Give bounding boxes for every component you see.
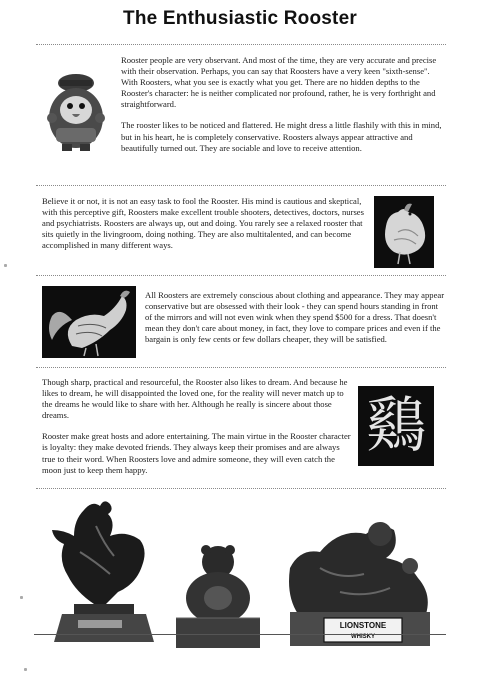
paragraph: Though sharp, practical and resourceful, the Rooster also likes to dream. And because he likes to dream, he will disappointed the loved one, for the reality will never match up to the dreams he would like to share with her. Although he really is sincere about those dreams. xyxy=(42,377,348,421)
monkeys-figurine-photo xyxy=(280,508,440,650)
rooster-engraving-image xyxy=(42,286,136,358)
divider xyxy=(36,367,446,368)
section-4-text xyxy=(42,377,352,476)
divider xyxy=(36,275,446,276)
rooster-cartoon-image xyxy=(46,70,106,152)
paragraph: The rooster likes to be noticed and flattered. He might dress a little flashily with this in mind, but in his heart, he is completely conservative. Roosters always appear attractive and beautifully turned out. They are sociable and love to receive attention. xyxy=(121,120,442,153)
scan-mark xyxy=(20,596,23,599)
rooster-figurine-photo xyxy=(44,496,158,644)
section-3-text xyxy=(145,290,447,345)
page-title: The Enthusiastic Rooster xyxy=(123,8,357,29)
bottom-rule xyxy=(34,634,446,635)
whisky-type-label: WHISKY xyxy=(351,634,375,640)
white-hen-photo xyxy=(374,196,434,268)
paragraph: Rooster make great hosts and adore entertaining. The main virtue in the Rooster character is loyalty: they make devoted friends. They always keep their promises and are always true to their word. When Roosters love and admire someone, they will even catch the moon just to keep them happy. xyxy=(42,431,351,475)
chinese-character-image xyxy=(358,386,434,466)
divider xyxy=(36,44,446,45)
rooster-chinese-character: 鷄 xyxy=(366,391,426,461)
divider xyxy=(36,488,446,489)
section-2-text xyxy=(42,196,364,251)
divider xyxy=(36,185,446,186)
whisky-brand-label: LIONSTONE xyxy=(339,621,387,630)
scan-mark xyxy=(4,264,7,267)
section-1-text xyxy=(121,55,447,154)
paragraph: Believe it or not, it is not an easy task to fool the Rooster. His mind is cautious and skeptical, with this perceptive gift, Roosters make excellent trouble shooters, detectives, doctors, nurses and psychiatrists. Roosters are always up, out and doing. You rarely see a relaxed rooster that sits quietly in the livingroom, doing nothing. They are also multitalented, and can become accomplished in many different ways. xyxy=(42,196,364,251)
scan-mark xyxy=(24,668,27,671)
paragraph: Rooster people are very observant. And most of the time, they are very accurate and precise with their observation. Perhaps, you can say that Roosters have a very keen "sixth-sense". With Roosters, what you see is exactly what you get. There are no hidden depths to the Rooster's character: he is neither complicated nor profound, rather, he is very forthright and straightforward. xyxy=(121,55,437,110)
paragraph: All Roosters are extremely conscious about clothing and appearance. They may appear conservative but are obsessed with their look - they can spend hours standing in front of the mirrors and will not even wink when they spend $500 for a dress. That doesn't mean they don't care about money, in fact, they love to compare prices and even if the bargain is only few cents or few dollars cheaper, they will be satisfied. xyxy=(145,290,445,345)
